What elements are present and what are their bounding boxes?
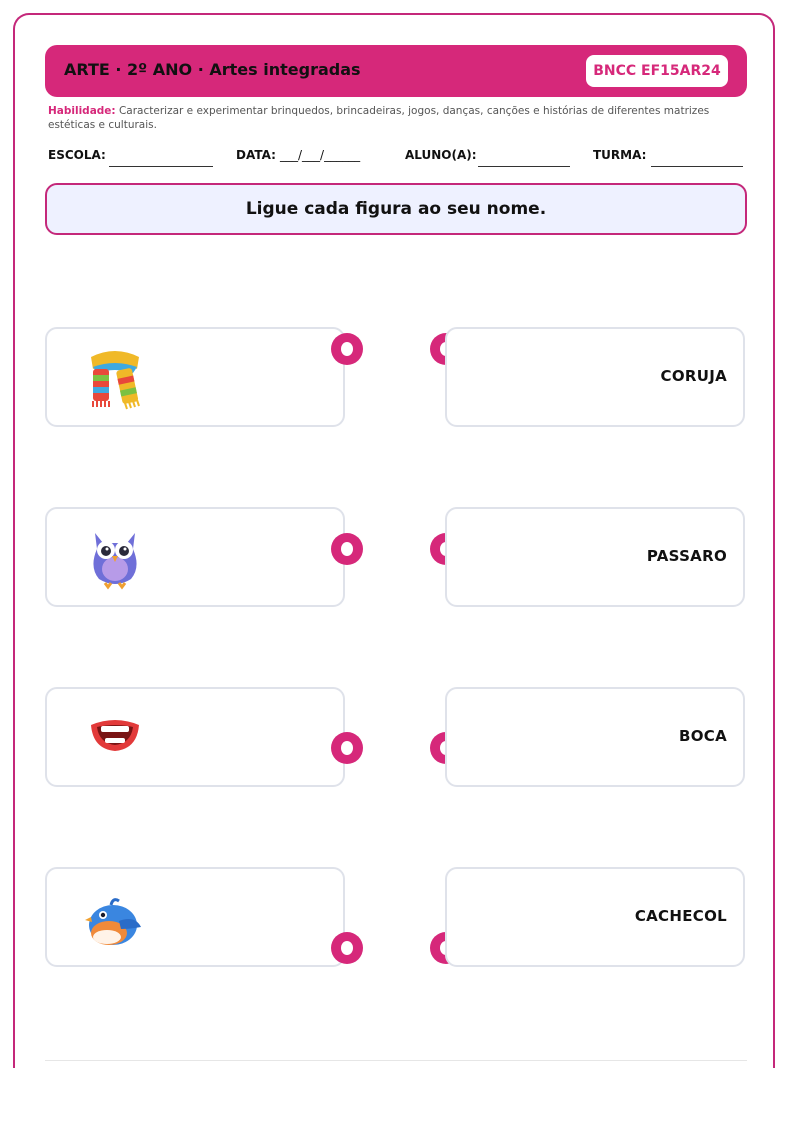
mouth-icon — [87, 715, 143, 755]
bird-icon — [83, 887, 147, 951]
word-label: BOCA — [678, 727, 727, 745]
student-label: ALUNO(A): — [405, 148, 477, 162]
header-bar — [45, 45, 747, 97]
image-card — [45, 687, 345, 787]
school-blank[interactable] — [109, 166, 213, 167]
connector-dot[interactable] — [331, 932, 363, 964]
bncc-badge: BNCC EF15AR24 — [586, 55, 728, 87]
scarf-icon — [81, 343, 149, 411]
page-bottom-blank — [0, 1068, 791, 1131]
footer-divider — [45, 1060, 747, 1061]
connector-dot[interactable] — [331, 533, 363, 565]
page-title: ARTE · 2º ANO · Artes integradas — [64, 60, 361, 79]
instruction-text: Ligue cada figura ao seu nome. — [245, 199, 547, 219]
word-card — [445, 507, 745, 607]
class-blank[interactable] — [651, 166, 743, 167]
student-blank[interactable] — [478, 166, 570, 167]
date-blank[interactable]: ___/___/______ — [280, 148, 361, 162]
class-label: TURMA: — [593, 148, 647, 162]
word-card — [445, 327, 745, 427]
word-label: CACHECOL — [634, 907, 727, 925]
connector-dot[interactable] — [331, 333, 363, 365]
skill-description — [48, 104, 748, 132]
school-label: ESCOLA: — [48, 148, 106, 162]
word-card — [445, 867, 745, 967]
instruction-box — [45, 183, 747, 235]
image-card — [45, 507, 345, 607]
word-label: PASSARO — [646, 547, 727, 565]
image-card — [45, 867, 345, 967]
skill-label: Habilidade: — [48, 105, 116, 117]
word-card — [445, 687, 745, 787]
image-card — [45, 327, 345, 427]
word-label: CORUJA — [660, 367, 727, 385]
date-label: DATA: — [236, 148, 276, 162]
connector-dot[interactable] — [331, 732, 363, 764]
owl-icon — [81, 523, 149, 591]
skill-text: Caracterizar e experimentar brinquedos, brincadeiras, jogos, danças, canções e histórias de diferentes matrizes estéticas e culturais. — [48, 105, 710, 131]
